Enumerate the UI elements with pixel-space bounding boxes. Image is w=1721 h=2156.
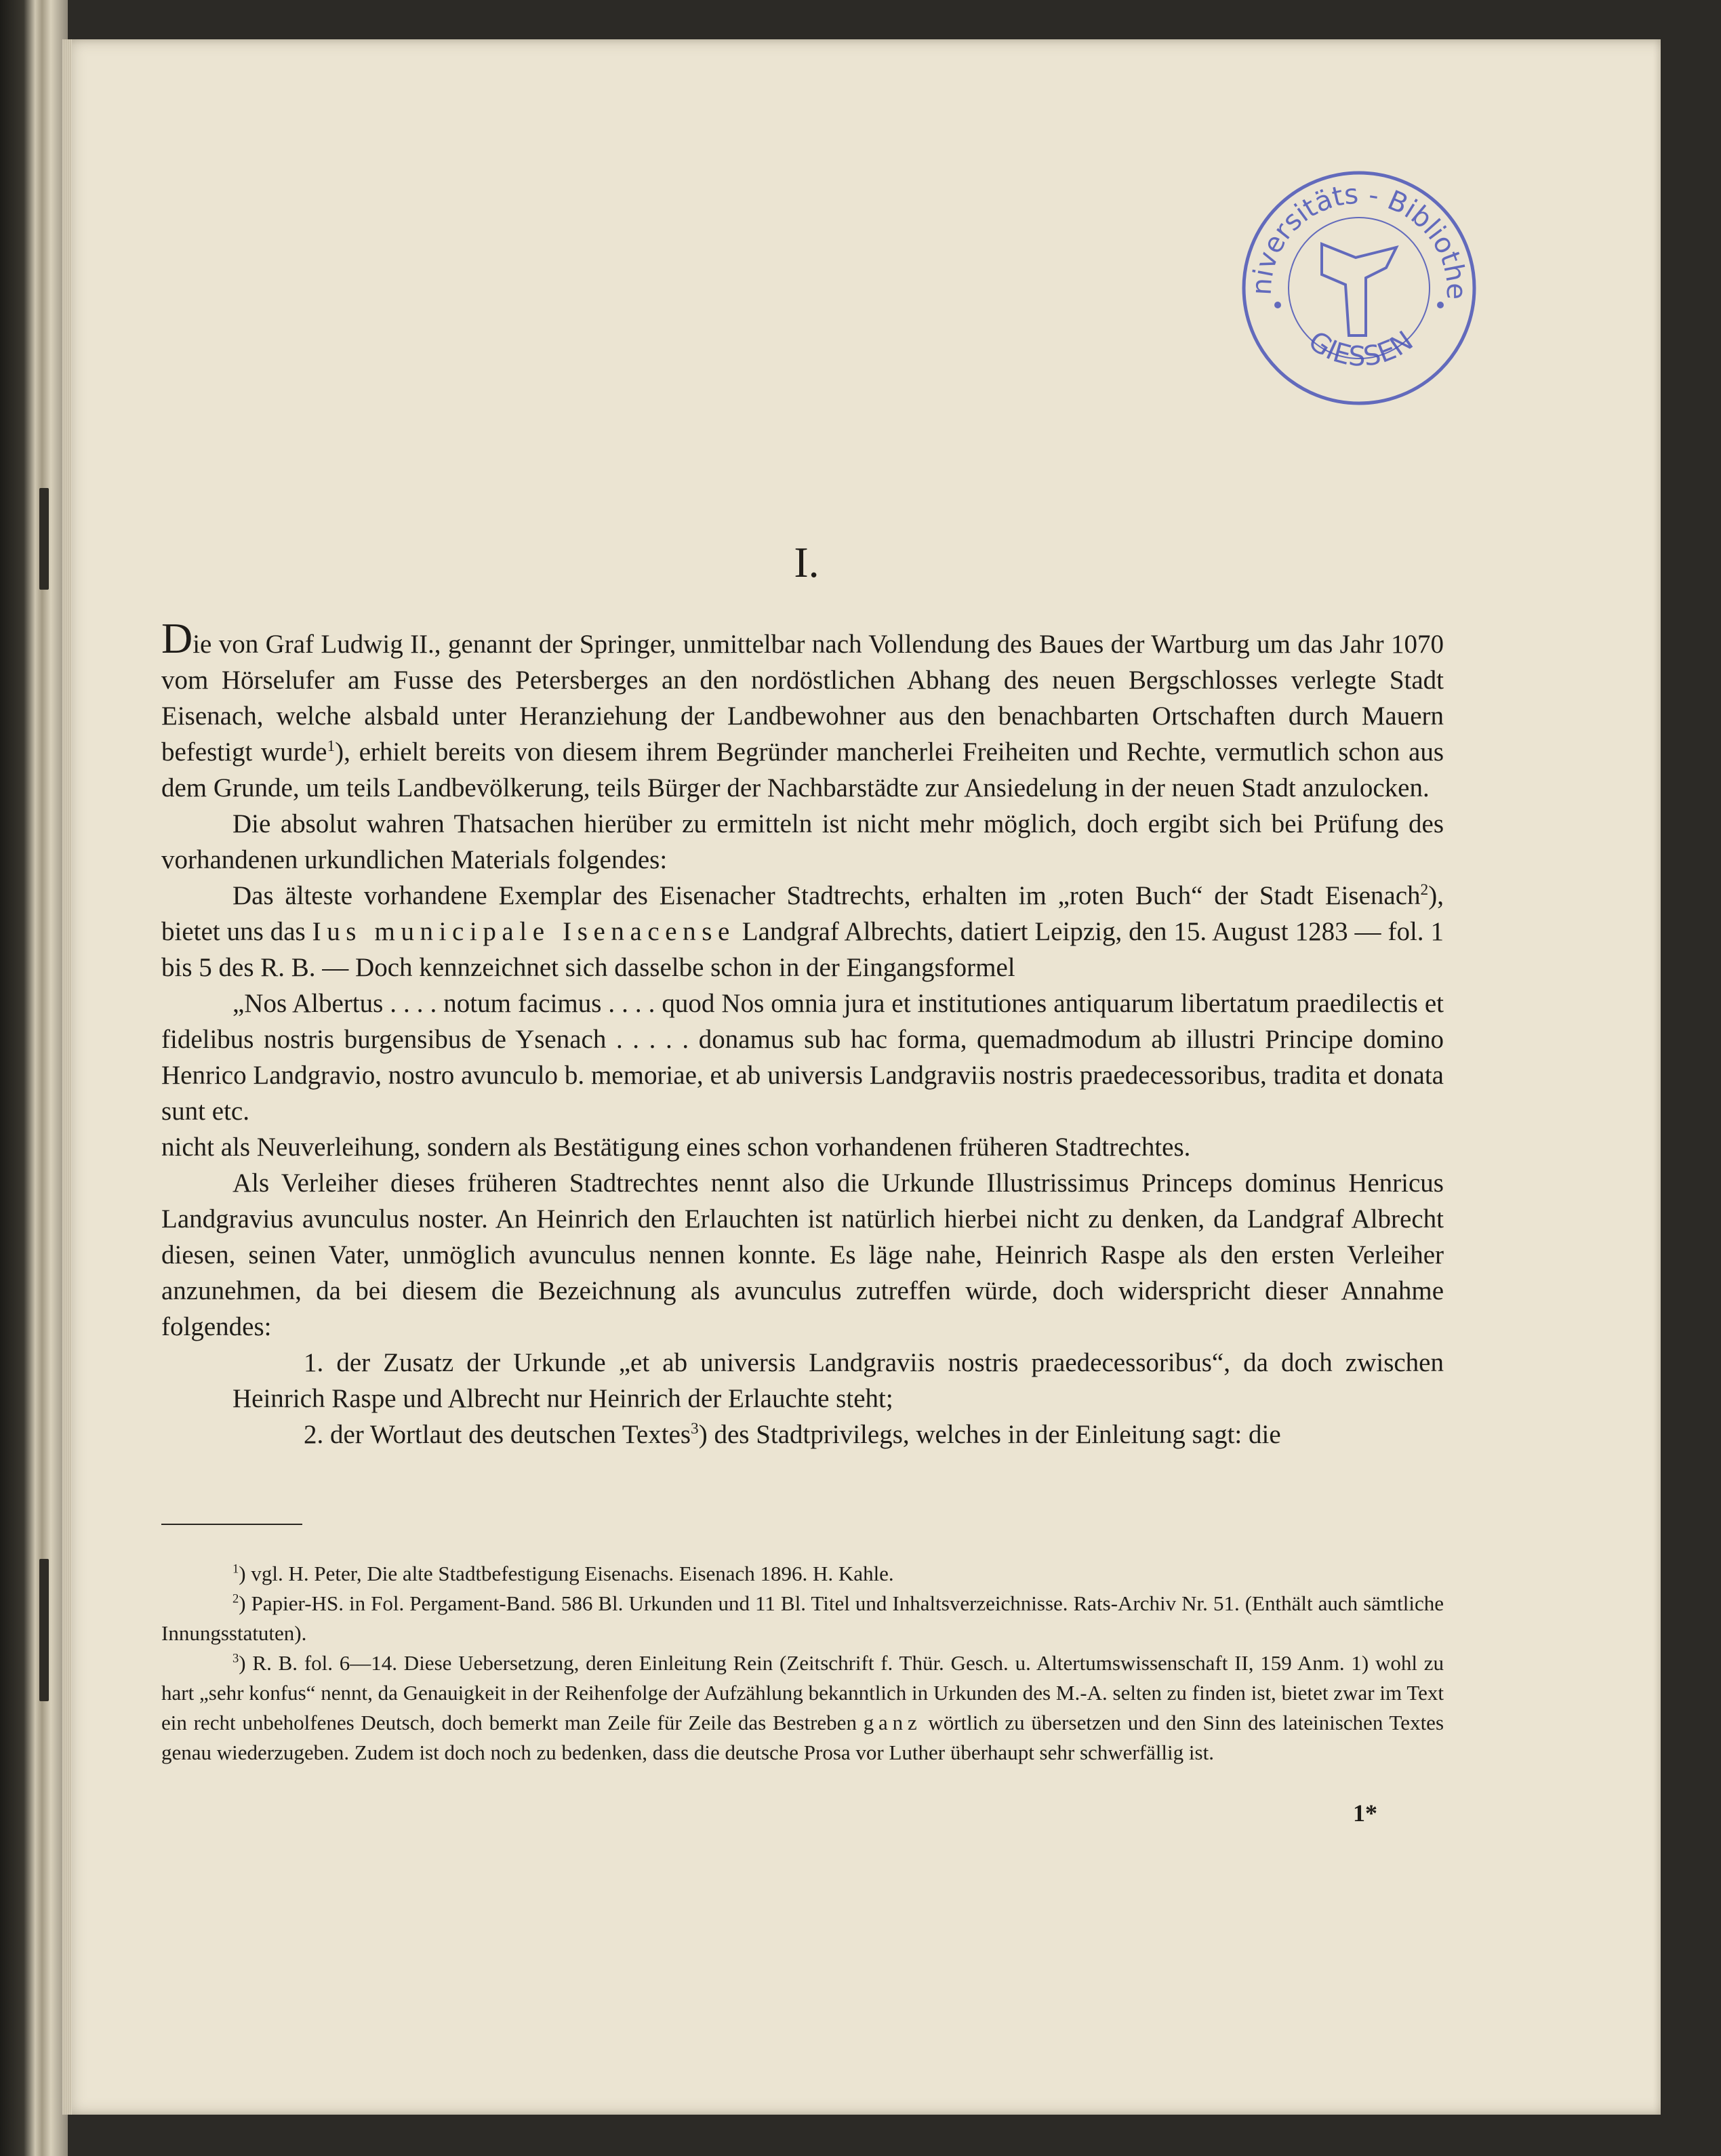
paragraph: nicht als Neuverleihung, sondern als Bestätigung eines schon vorhandenen früheren Stadtrechtes. [161, 1133, 1191, 1162]
paragraph: Als Verleiher dieses früheren Stadtrechtes nennt also die Urkunde Illustrissimus Princeps dominus Henricus Landgravius avunculus noster. An Heinrich den Erlauchten ist natürlich hierbei nicht zu denken, da Landgraf Albrecht diesen, seinen Vater, unmöglich avunculus nennen konnte. Es läge nahe, Heinrich Raspe als den ersten Verleiher anzunehmen, da bei diesem die Bezeichnung als avunculus zutreffen würde, doch widerspricht dieser Annahme folgendes: [161, 1168, 1444, 1341]
footnote-ref: 1 [327, 737, 336, 755]
library-stamp [1237, 166, 1481, 410]
stamp-top-text: niversitäts - Bibliothe [1246, 178, 1472, 300]
footnote-mark: 1 [232, 1562, 239, 1577]
footnote [161, 1589, 1444, 1648]
stamp-graphic [1237, 166, 1481, 410]
footnote-ref: 2 [1420, 881, 1429, 899]
spine-tab [39, 488, 49, 590]
paragraph-text: Landgraf Albrechts, datiert Leipzig, den 15. August 1283 — fol. 1 bis 5 des R. B. — Doch kennzeichnet sich dasselbe schon in der Eingangsformel [161, 917, 1444, 982]
spine-tab [39, 1559, 49, 1701]
footnote-mark: 2 [232, 1591, 239, 1606]
footnote [161, 1648, 1444, 1768]
footnote-text: ) vgl. H. Peter, Die alte Stadtbefestigung Eisenachs. Eisenach 1896. H. Kahle. [239, 1562, 894, 1585]
paragraph-text: ie von Graf Ludwig II., genannt der Springer, unmittelbar nach Vollendung des Baues der Wartburg um das Jahr 1070 vom Hörselufer am Fusse des Petersberges an den nordöstlichen Abhang des neuen Bergschlosses verlegte Stadt Eisenach, welche alsbald unter Heranziehung der Landbewohner aus den benachbarten Ortschaften durch Mauern befestigt wurde [161, 630, 1444, 767]
stamp-bottom-text: GIESSEN [1302, 325, 1419, 373]
paragraph-text: Das älteste vorhandene Exemplar des Eisenacher Stadtrechts, erhalten im „roten Buch“ der Stadt Eisenach [232, 881, 1421, 910]
footnote-rule [161, 1524, 302, 1525]
drop-cap: D [161, 614, 193, 662]
footnotes [161, 1559, 1444, 1768]
paragraph-text: ), bietet uns das [161, 881, 1444, 946]
body-text [161, 614, 1444, 1452]
footnote-text: wörtlich zu übersetzen und den Sinn des lateinischen Textes genau wiederzugeben. Zudem ist doch noch zu bedenken, dass die deutsche Prosa vor Luther überhaupt sehr schwerfällig ist. [161, 1711, 1444, 1764]
numbered-item [161, 1417, 1444, 1452]
footnote-text: ) Papier-HS. in Fol. Pergament-Band. 586 Bl. Urkunden und 11 Bl. Titel und Inhaltsverzeichnisse. Rats-Archiv Nr. 51. (Enthält auch sämtliche Innungsstatuten). [161, 1591, 1444, 1645]
book-spine [0, 0, 68, 2156]
numbered-item: 1. der Zusatz der Urkunde „et ab universis Landgraviis nostris praedecessoribus“, da doch zwischen Heinrich Raspe und Albrecht nur Heinrich der Erlauchte steht; [232, 1348, 1444, 1413]
page-edge [62, 39, 72, 2115]
spaced-word: ganz [863, 1711, 922, 1734]
paragraph-text: ) des Stadtprivilegs, welches in der Einleitung sagt: die [698, 1420, 1281, 1449]
latin-quote: „Nos Albertus . . . . notum facimus . . . . quod Nos omnia jura et institutiones antiquarum libertatum praedilectis et fidelibus nostris burgensibus de Ysenach . . . . . donamus sub hac forma, quemadmodum ab illustri Principe domino Henrico Landgravio, nostro avunculo b. memoriae, et ab universis Landgraviis nostris praedecessoribus, tradita et donata sunt etc. [161, 989, 1444, 1126]
paragraph: Die absolut wahren Thatsachen hierüber zu ermitteln ist nicht mehr möglich, doch ergibt sich bei Prüfung des vorhandenen urkundlichen Materials folgendes: [161, 809, 1444, 874]
paragraph [161, 878, 1444, 985]
footnote-text: ) R. B. fol. 6—14. Diese Uebersetzung, deren Einleitung Rein (Zeitschrift f. Thür. Gesch. u. Altertumswissenschaft II, 159 Anm. 1) wohl zu hart „sehr konfus“ nennt, da Genauigkeit in der Reihenfolge der Aufzählung bekanntlich in Urkunden des M.-A. selten zu finden ist, bietet zwar im Text ein recht unbeholfenes Deutsch, doch bemerkt man Zeile für Zeile das Bestreben [161, 1651, 1444, 1734]
paragraph [161, 614, 1444, 806]
page-number: 1* [1353, 1799, 1377, 1827]
footnote-mark: 3 [232, 1651, 239, 1666]
footnote-ref: 3 [691, 1420, 699, 1438]
spaced-title: Ius municipale Isenacense [312, 917, 735, 946]
paragraph-text: 2. der Wortlaut des deutschen Textes [304, 1420, 691, 1449]
chapter-heading: I. [794, 538, 819, 586]
paragraph-text: ), erhielt bereits von diesem ihrem Begründer mancherlei Freiheiten und Rechte, vermutlich schon aus dem Grunde, um teils Landbevölkerung, teils Bürger der Nachbarstädte zur Ansiedelung in der neuen Stadt anzulocken. [161, 737, 1444, 802]
footnote [161, 1559, 1444, 1589]
